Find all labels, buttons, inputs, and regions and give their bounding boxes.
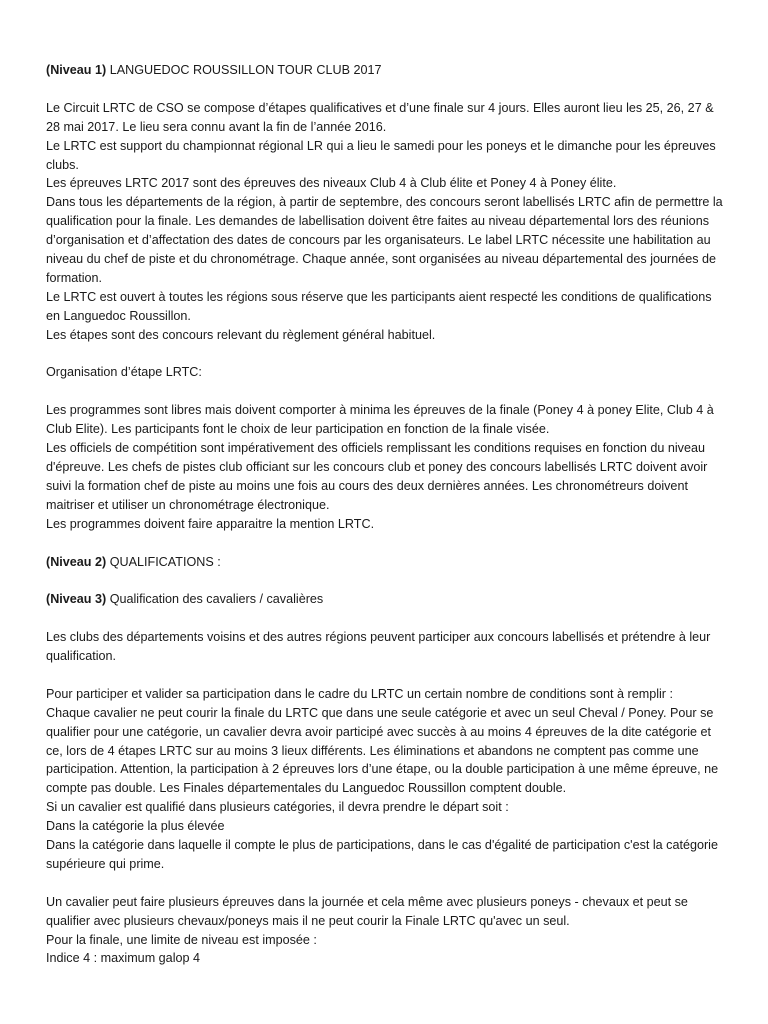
intro-paragraph: Le Circuit LRTC de CSO se compose d’étapes qualificatives et d’une finale sur 4 jours. Elles auront lieu les 25, 26, 27 & 28 mai 2017. Le lieu sera connu avant la fin de l’année 2016. bbox=[46, 100, 714, 134]
intro-paragraph: Le LRTC est support du championnat régional LR qui a lieu le samedi pour les poneys et le dimanche pour les épreuves clubs. bbox=[46, 138, 716, 172]
final-paragraph: Indice 4 : maximum galop 4 bbox=[46, 951, 200, 966]
organisation-heading: Organisation d’étape LRTC: bbox=[46, 365, 202, 380]
doc-title bbox=[46, 61, 728, 80]
doc-title-text: LANGUEDOC ROUSSILLON TOUR CLUB 2017 bbox=[106, 63, 382, 77]
intro-paragraph: Les épreuves LRTC 2017 sont des épreuves des niveaux Club 4 à Club élite et Poney 4 à Poney élite. bbox=[46, 176, 617, 191]
final-paragraph: Pour la finale, une limite de niveau est imposée : bbox=[46, 932, 317, 947]
section-heading-qualifications bbox=[46, 553, 728, 572]
intro-paragraph: Dans tous les départements de la région, à partir de septembre, des concours seront labellisés LRTC afin de permettre la qualification pour la finale. Les demandes de labellisation doivent être faites au niveau départemental lors des réunions d’organisation et d’affectation des dates de concours par les organisateurs. Le label LRTC nécessite une habilitation au niveau du chef de piste et du chronométrage. Chaque année, sont organisées au niveau départemental des journées de formation. bbox=[46, 195, 723, 285]
conditions-paragraph: Pour participer et valider sa participation dans le cadre du LRTC un certain nombre de conditions sont à remplir : bbox=[46, 686, 673, 701]
level-2-label: (Niveau 2) bbox=[46, 554, 107, 569]
conditions-paragraph: Dans la catégorie dans laquelle il compte le plus de participations, dans le cas d'égalité de participation c'est la catégorie supérieure qui prime. bbox=[46, 838, 718, 871]
conditions-paragraph: Chaque cavalier ne peut courir la finale du LRTC que dans une seule catégorie et avec un seul Cheval / Poney. Pour se qualifier pour une catégorie, un cavalier devra avoir participé avec succès à au moins 4 épreuves de la dite catégorie et ce, lors de 4 étapes LRTC sur au moins 3 lieux différents. Les éliminations et abandons ne comptent pas comme une participation. Attention, la participation à 2 épreuves lors d’une étape, ou la double participation à une même épreuve, ne compte pas double. Les Finales départementales du Languedoc Roussillon comptent double. bbox=[46, 705, 719, 796]
intro-paragraph: Les étapes sont des concours relevant du règlement général habituel. bbox=[46, 327, 436, 342]
neighbours-paragraph: Les clubs des départements voisins et des autres régions peuvent participer aux concours labellisés et prétendre à leur qualification. bbox=[46, 630, 711, 663]
organisation-paragraph: Les officiels de compétition sont impérativement des officiels remplissant les conditions requises en fonction du niveau d'épreuve. Les chefs de pistes club officiant sur les concours club et poney des concours labellisés LRTC doivent avoir suivi la formation chef de piste au moins une fois au cours des deux dernières années. Les chronométreurs doivent maitriser et utiliser un chronométrage électronique. bbox=[46, 441, 708, 512]
final-paragraph: Un cavalier peut faire plusieurs épreuves dans la journée et cela même avec plusieurs poneys - chevaux et peut se qualifier avec plusieurs chevaux/poneys mais il ne peut courir la Finale LRTC qu'avec un seul. bbox=[46, 894, 688, 928]
organisation-paragraph: Les programmes sont libres mais doivent comporter à minima les épreuves de la finale (Poney 4 à poney Elite, Club 4 à Club Elite). Les participants font le choix de leur participation en fonction de la finale visée. bbox=[46, 403, 714, 437]
conditions-paragraph: Dans la catégorie la plus élevée bbox=[46, 819, 225, 834]
level-2-text: QUALIFICATIONS : bbox=[106, 554, 221, 569]
intro-paragraph: Le LRTC est ouvert à toutes les régions sous réserve que les participants aient respecté les conditions de qualifications en Languedoc Roussillon. bbox=[46, 289, 712, 323]
level-3-text: Qualification des cavaliers / cavalières bbox=[106, 592, 324, 607]
section-heading-riders bbox=[46, 590, 728, 609]
level-3-label: (Niveau 3) bbox=[46, 592, 107, 607]
level-1-label: (Niveau 1) bbox=[46, 63, 107, 77]
conditions-paragraph: Si un cavalier est qualifié dans plusieurs catégories, il devra prendre le départ soit : bbox=[46, 800, 509, 815]
organisation-paragraph: Les programmes doivent faire apparaitre la mention LRTC. bbox=[46, 516, 375, 531]
